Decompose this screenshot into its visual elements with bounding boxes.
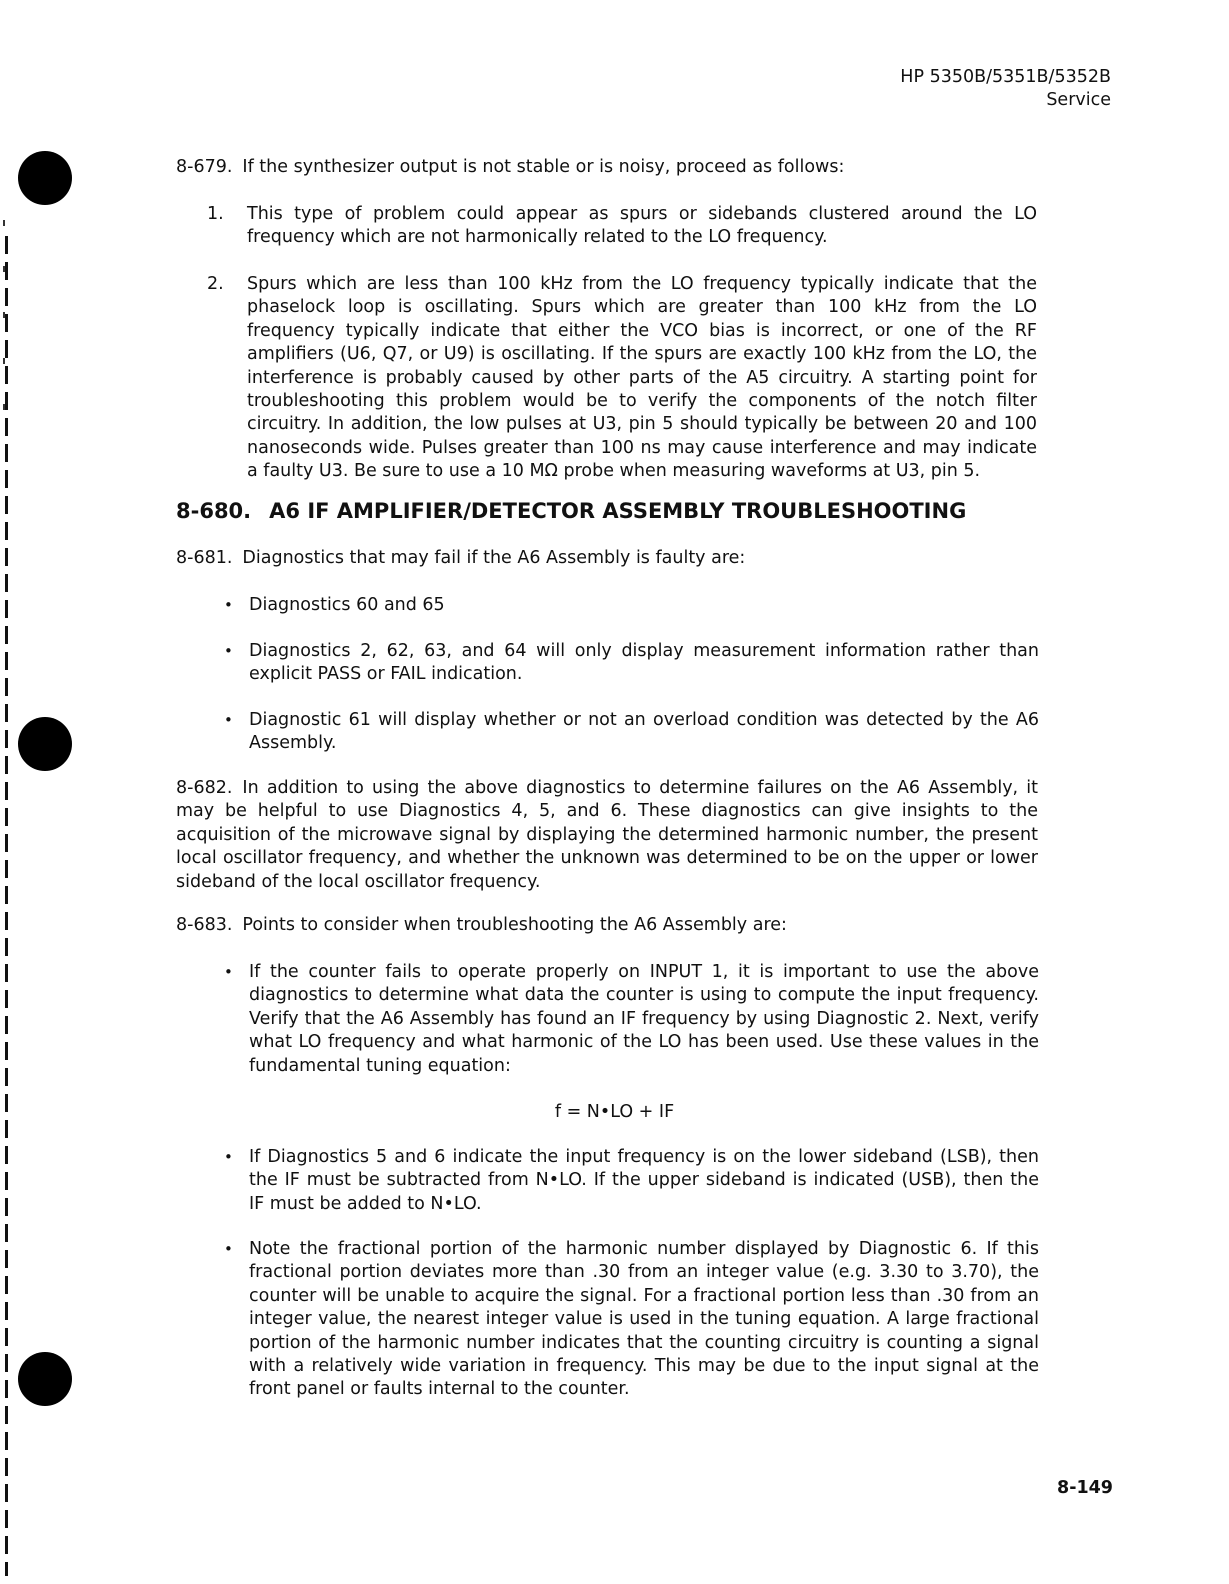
punch-hole-bottom: [18, 1352, 72, 1406]
paragraph-text: Points to consider when troubleshooting the A6 Assembly are:: [242, 915, 787, 935]
section-number: 8-680.: [176, 499, 252, 523]
header-section: Service: [1046, 90, 1111, 110]
tuning-equation: f = N•LO + IF: [554, 1102, 675, 1122]
bullet-text: If the counter fails to operate properly on INPUT 1, it is important to use the above diagnostics to determine what data the counter is using to compute the input frequency. Verify that the A6 Assembly has found an IF frequency by using Diagnostic 2. Next, verify what LO frequency and what harmonic of the LO has been used. Use these values in the fundamental tuning equation:: [249, 962, 1039, 1076]
bullet-glyph: •: [224, 963, 233, 981]
section-heading: [176, 498, 966, 524]
bullet-text: Diagnostics 60 and 65: [249, 595, 445, 615]
punch-hole-top: [18, 151, 72, 205]
paragraph-number: 8-682.: [176, 778, 233, 798]
page-header: [900, 66, 1111, 112]
list-marker: 2.: [207, 274, 224, 294]
bullet-item: [224, 594, 1039, 617]
header-model: HP 5350B/5351B/5352B: [900, 67, 1111, 87]
list-item-1: [207, 203, 1037, 250]
bullet-glyph: •: [224, 1240, 233, 1258]
bullet-glyph: •: [224, 596, 233, 614]
paragraph-8-681: [176, 547, 1046, 570]
bullet-item: [224, 961, 1039, 1078]
paragraph-number: 8-679.: [176, 157, 233, 177]
paragraph-number: 8-683.: [176, 915, 233, 935]
bullet-text: If Diagnostics 5 and 6 indicate the input frequency is on the lower sideband (LSB), then the IF must be subtracted from N•LO. If the upper sideband is indicated (USB), then the IF must be added to N•LO.: [249, 1147, 1039, 1214]
list-item-text: This type of problem could appear as spurs or sidebands clustered around the LO frequency which are not harmonically related to the LO frequency.: [247, 204, 1037, 248]
punch-hole-middle: [18, 717, 72, 771]
bullet-item: [224, 1146, 1039, 1216]
binding-edge-mark: [5, 236, 8, 1576]
page-number: 8-149: [1057, 1478, 1113, 1498]
bullet-text: Diagnostics 2, 62, 63, and 64 will only display measurement information rather than explicit PASS or FAIL indication.: [249, 641, 1039, 685]
bullet-text: Note the fractional portion of the harmonic number displayed by Diagnostic 6. If this fractional portion deviates more than .30 from an integer value (e.g. 3.30 to 3.70), the counter will be unable to acquire the signal. For a fractional portion less than .30 from an integer value, the nearest integer value is used in the tuning equation. A large fractional portion of the harmonic number indicates that the counting circuitry is counting a signal with a relatively wide variation in frequency. This may be due to the input signal at the front panel or faults internal to the counter.: [249, 1239, 1039, 1400]
list-item-text: Spurs which are less than 100 kHz from the LO frequency typically indicate that the phaselock loop is oscillating. Spurs which are greater than 100 kHz from the LO frequency typically indicate that either the VCO bias is incorrect, or one of the RF amplifiers (U6, Q7, or U9) is oscillating. If the spurs are exactly 100 kHz from the LO, the interference is probably caused by other parts of the A5 circuitry. A starting point for troubleshooting this problem would be to verify the components of the notch filter circuitry. In addition, the low pulses at U3, pin 5 should typically be between 20 and 100 nanoseconds wide. Pulses greater than 100 ns may cause interference and may indicate a faulty U3. Be sure to use a 10 MΩ probe when measuring waveforms at U3, pin 5.: [247, 274, 1037, 482]
paragraph-text: Diagnostics that may fail if the A6 Assembly is faulty are:: [242, 548, 746, 568]
bullet-glyph: •: [224, 642, 233, 660]
paragraph-8-683: [176, 914, 1046, 937]
bullet-item: [224, 709, 1039, 756]
paragraph-number: 8-681.: [176, 548, 233, 568]
bullet-glyph: •: [224, 711, 233, 729]
paragraph-8-679: [176, 156, 1046, 179]
section-title: A6 IF AMPLIFIER/DETECTOR ASSEMBLY TROUBLESHOOTING: [269, 499, 967, 523]
bullet-text: Diagnostic 61 will display whether or not an overload condition was detected by the A6 Assembly.: [249, 710, 1039, 754]
bullet-item: [224, 640, 1039, 687]
list-item-2: [207, 273, 1037, 484]
binding-edge-mark-faint: [3, 220, 5, 420]
paragraph-text: In addition to using the above diagnostics to determine failures on the A6 Assembly, it may be helpful to use Diagnostics 4, 5, and 6. These diagnostics can give insights to the acquisition of the microwave signal by displaying the determined harmonic number, the present local oscillator frequency, and whether the unknown was determined to be on the upper or lower sideband of the local oscillator frequency.: [176, 778, 1038, 892]
bullet-item: [224, 1238, 1039, 1402]
paragraph-text: If the synthesizer output is not stable or is noisy, proceed as follows:: [242, 157, 845, 177]
paragraph-8-682: [176, 777, 1038, 894]
bullet-glyph: •: [224, 1148, 233, 1166]
list-marker: 1.: [207, 204, 224, 224]
